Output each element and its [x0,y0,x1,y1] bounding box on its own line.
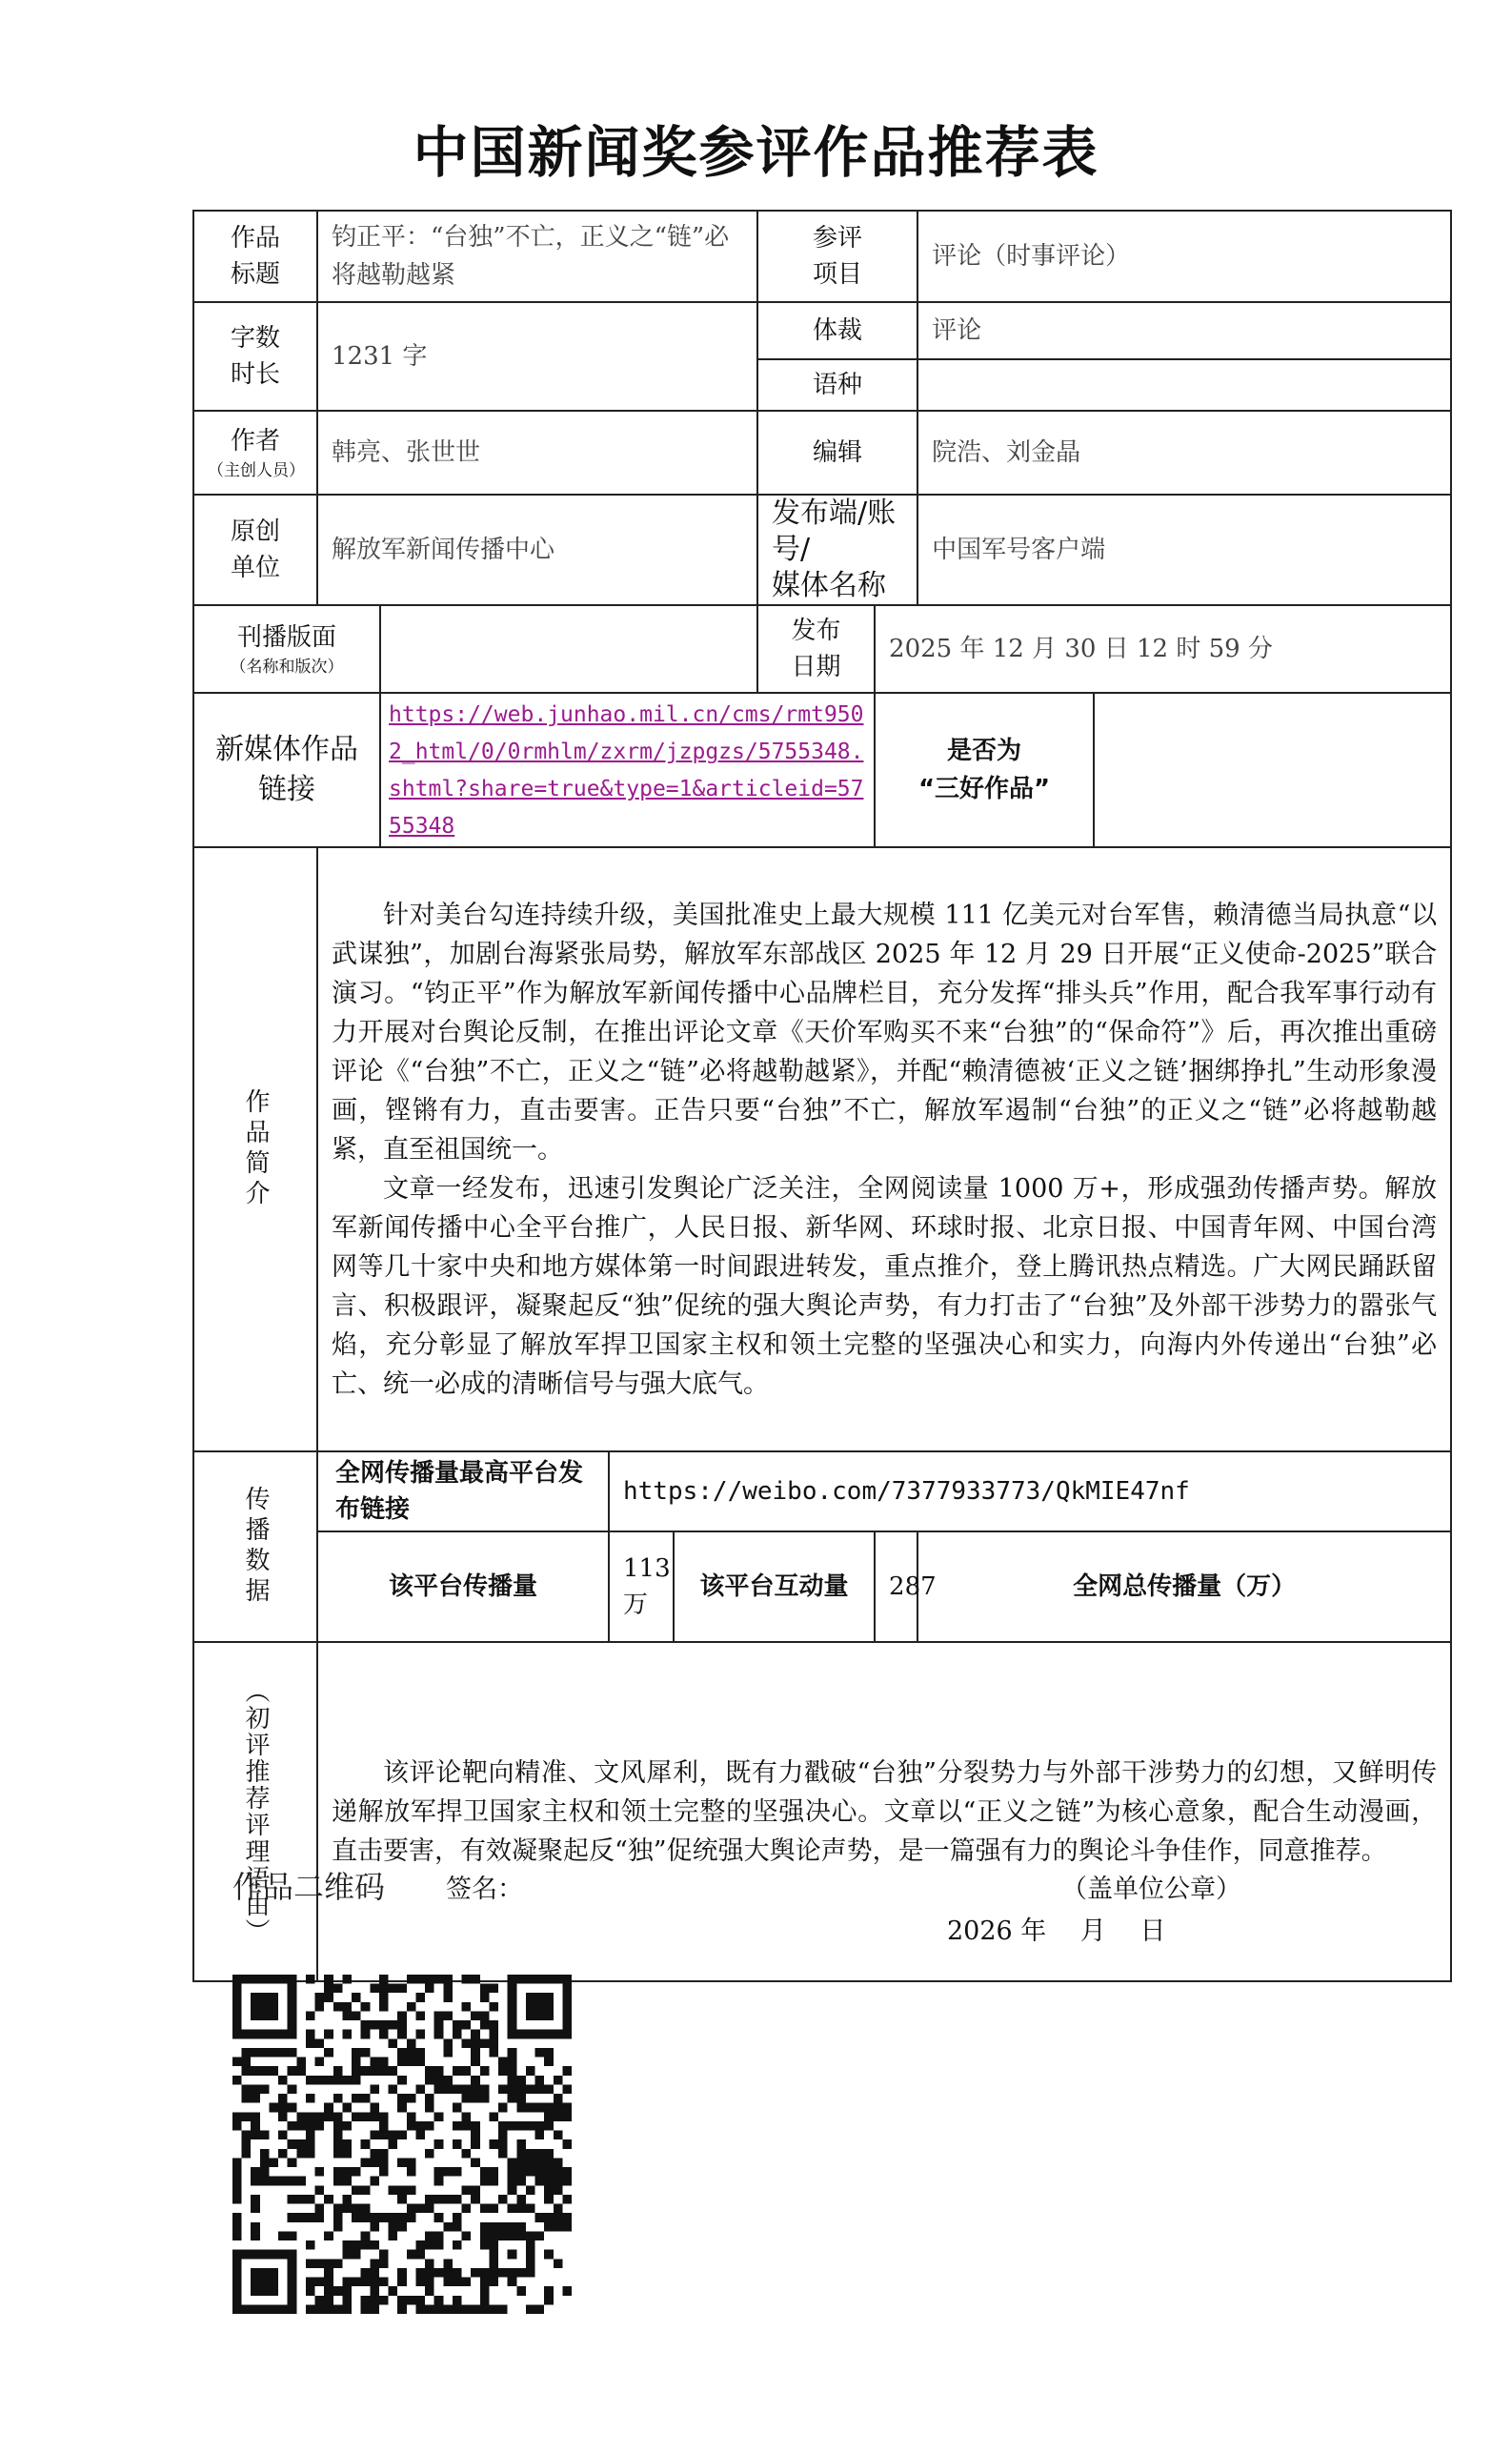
value-editor: 院浩、刘金晶 [917,411,1451,495]
label-editor: 编辑 [757,411,917,495]
intro-paragraph-1: 针对美台勾连持续升级，美国批准史上最大规模 111 亿美元对台军售，赖清德当局执意“以武谋独”，加剧台海紧张局势，解放军东部战区 2025 年 12 月 29 日开展“正义使命-2025”联合演习。“钧正平”作为解放军新闻传播中心品牌栏目，充分发挥“排头兵”作用，配合我军事行动有力开展对台舆论反制，在推出评论文章《天价军购买不来“台独”的“保命符”》后，再次推出重磅评论《“台独”不亡，正义之“链”必将越勒越紧》，并配“赖清德被‘正义之链’捆绑挣扎”生动形象漫画，铿锵有力，直击要害。正告只要“台独”不亡，解放军遏制“台独”的正义之“链”必将越勒越紧，直至祖国统一。 [332,900,1438,1165]
row-propagation-1 [193,1451,1451,1531]
label-platform-interaction: 该平台互动量 [674,1531,875,1642]
value-three-good [1094,693,1451,847]
work-link[interactable]: https://web.junhao.mil.cn/cms/rmt9502_html/0/0rmhlm/zxrm/jzpgzs/5755348.shtml?share=true&type=1&articleid=5755348 [389,702,864,839]
seal-note: （盖单位公章） [1061,1875,1241,1904]
value-language [917,359,1451,411]
label-link: 新媒体作品 链接 [193,693,380,847]
value-platform-reach: 113 万 [609,1531,674,1642]
label-category: 参评 项目 [757,211,917,302]
label-author-note: （主创人员） [208,461,305,480]
intro-paragraph-2: 文章一经发布，迅速引发舆论广泛关注，全网阅读量 1000 万+，形成强劲传播声势。解放军新闻传播中心全平台推广，人民日报、新华网、环球时报、北京日报、中国青年网、中国台湾网等几十家中央和地方媒体第一时间跟进转发，重点推介，登上腾讯热点精选。广大网民踊跃留言、积极跟评，凝聚起反“独”促统的强大舆论声势，有力打击了“台独”及外部干涉势力的嚣张气焰，充分彰显了解放军捍卫国家主权和领土完整的坚强决心和实力，向海内外传递出“台独”必亡、统一必成的清晰信号与强大底气。 [332,1173,1438,1399]
label-three-good: 是否为 “三好作品” [875,693,1094,847]
label-edition [193,605,380,693]
label-word-count: 字数 时长 [193,302,317,411]
label-platform-reach: 该平台传播量 [317,1531,609,1642]
label-edition-note: （名称和版次） [230,658,344,677]
value-genre: 评论 [917,302,1451,359]
row-title [193,211,1451,302]
value-edition [380,605,757,693]
signature-area [318,1864,1450,1948]
label-language: 语种 [757,359,917,411]
label-work-title: 作品 标题 [193,211,317,302]
intro-cell [317,847,1451,1451]
label-top-platform: 全网传播量最高平台发布链接 [317,1451,609,1531]
recommendation-form [192,210,1452,1982]
value-publish-date: 2025 年 12 月 30 日 12 时 59 分 [875,605,1451,693]
label-propagation: 传播数据 [193,1451,317,1642]
label-edition-text: 刊播版面 [236,623,336,652]
value-link-cell [380,693,875,847]
label-genre: 体裁 [757,302,917,359]
qr-code-label: 作品二维码 [232,1869,386,1905]
row-propagation-2 [193,1531,1451,1642]
value-top-platform[interactable]: https://weibo.com/7377933773/QkMIE47nf [609,1451,1451,1531]
value-origin-unit: 解放军新闻传播中心 [317,495,757,605]
value-author: 韩亮、张世世 [317,411,757,495]
row-author [193,411,1451,495]
label-total-reach: 全网总传播量（万） [917,1531,1451,1642]
reason-cell [317,1642,1451,1981]
value-category: 评论（时事评论） [917,211,1451,302]
qr-code-icon[interactable] [232,1975,572,2314]
signature-label: 签名： [446,1875,523,1904]
row-origin [193,495,1451,605]
label-origin-unit: 原创 单位 [193,495,317,605]
reason-text: 该评论靶向精准、文风犀利，既有力戳破“台独”分裂势力与外部干涉势力的幻想，又鲜明传递解放军捍卫国家主权和领土完整的坚强决心。文章以“正义之链”为核心意象，配合生动漫画，直击要害，有效凝聚起反“独”促统强大舆论声势，是一篇强有力的舆论斗争佳作，同意推荐。 [332,1757,1438,1866]
row-intro [193,847,1451,1451]
row-link [193,693,1451,847]
label-publisher: 发布端/账号/ 媒体名称 [757,495,917,605]
value-publisher: 中国军号客户端 [917,495,1451,605]
label-reason: （初评推荐评理语由） [193,1642,317,1981]
label-intro: 作品简介 [193,847,317,1451]
row-reason [193,1642,1451,1981]
label-author-text: 作者 [230,427,280,456]
label-publish-date: 发布 日期 [757,605,875,693]
value-platform-interaction: 287 [875,1531,917,1642]
signature-date: 2026 年 月 日 [947,1916,1166,1946]
page-title: 中国新闻奖参评作品推荐表 [413,120,1099,185]
value-word-count: 1231 字 [317,302,757,411]
row-word-count [193,302,1451,359]
row-edition [193,605,1451,693]
value-work-title: 钧正平：“台独”不亡，正义之“链”必将越勒越紧 [317,211,757,302]
label-author [193,411,317,495]
